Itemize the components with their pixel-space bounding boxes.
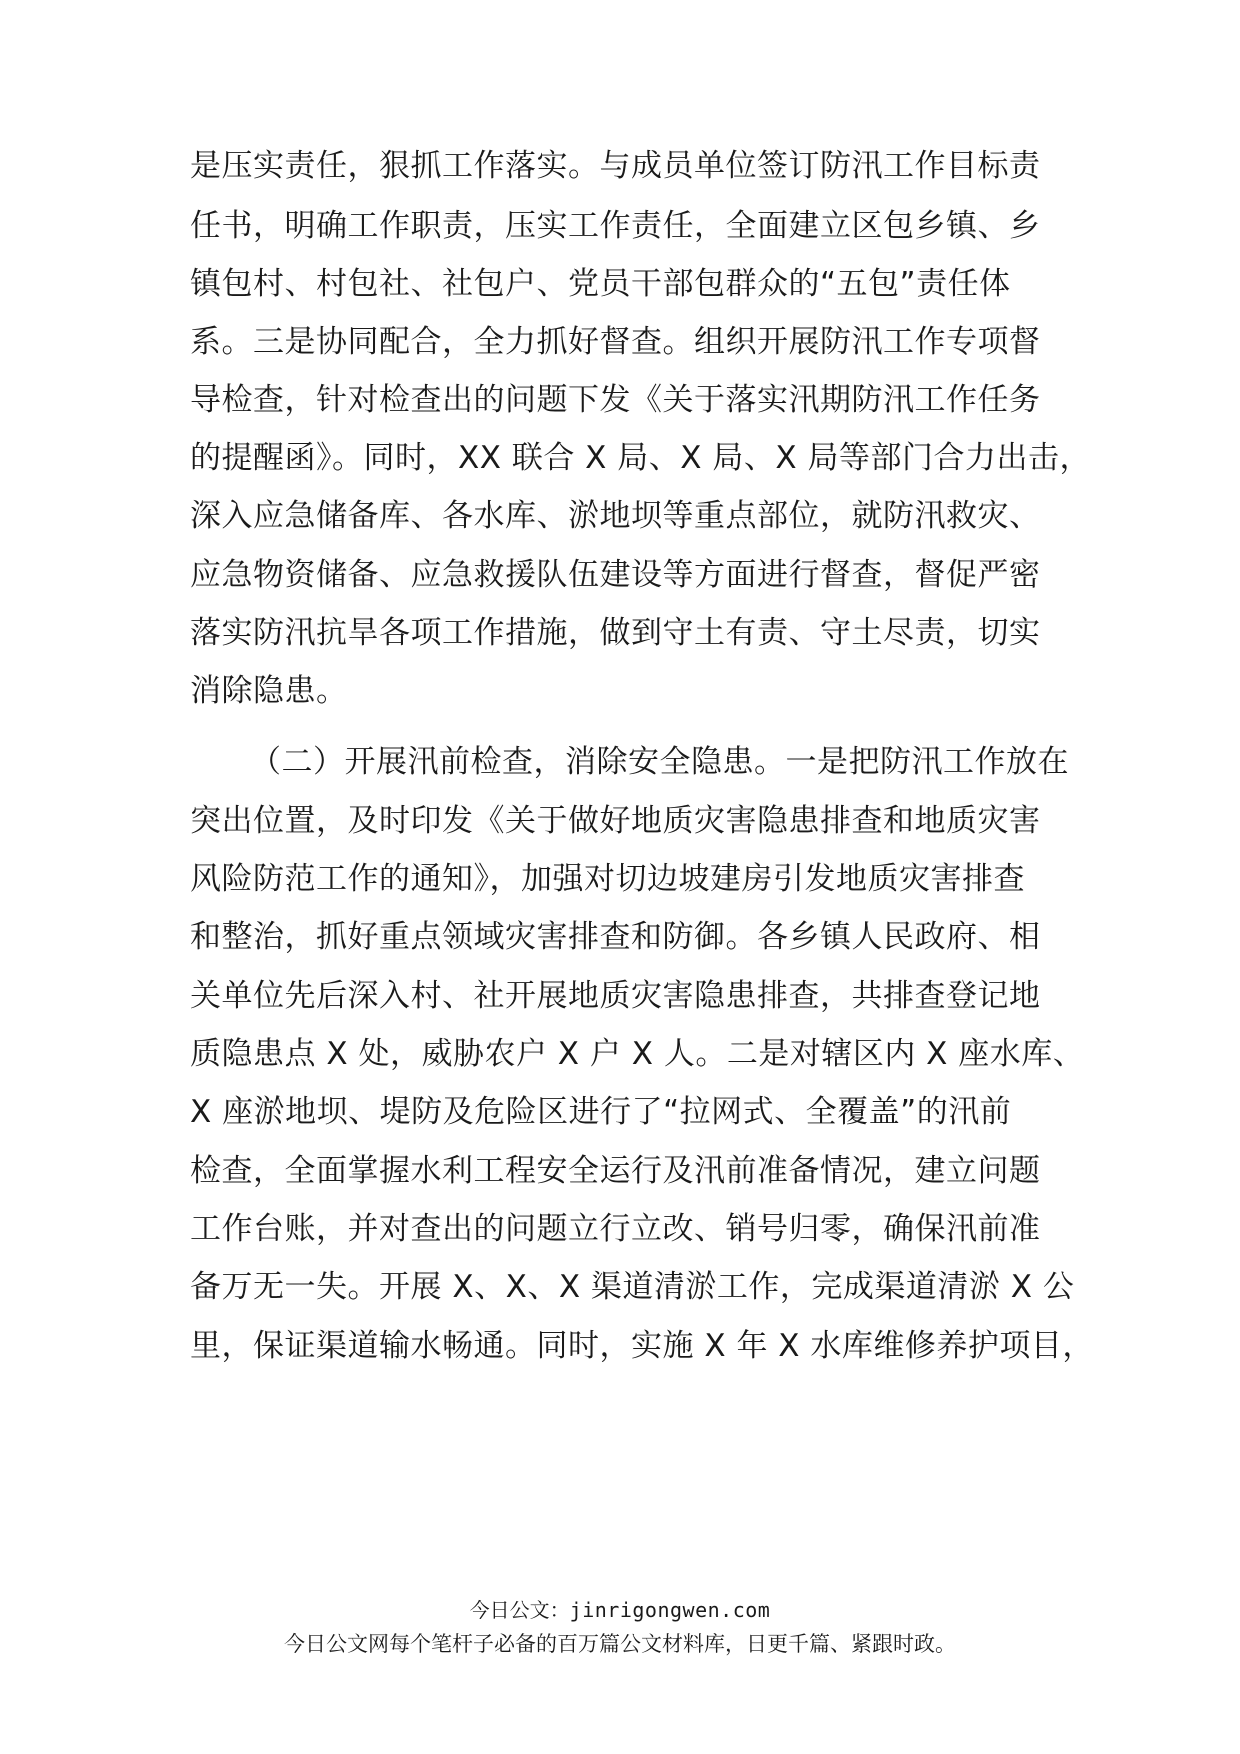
body-text-line: 深入应急储备库、各水库、淤地坝等重点部位，就防汛救灾、 — [190, 498, 1041, 534]
body-text-line: 系。三是协同配合，全力抓好督查。组织开展防汛工作专项督 — [190, 324, 1041, 360]
body-text-line: 镇包村、村包社、社包户、党员干部包群众的“五包”责任体 — [190, 266, 1011, 302]
body-text-line: X 座淤地坝、堤防及危险区进行了“拉网式、全覆盖”的汛前 — [190, 1094, 1012, 1130]
body-text-line: 任书，明确工作职责，压实工作责任，全面建立区包乡镇、乡 — [190, 208, 1041, 244]
body-text-line: 的提醒函》。同时，XX 联合 X 局、X 局、X 局等部门合力出击， — [190, 440, 1091, 476]
body-text-line: 备万无一失。开展 X、X、X 渠道清淤工作，完成渠道清淤 X 公 — [190, 1269, 1075, 1305]
body-text-line: 关单位先后深入村、社开展地质灾害隐患排查，共排查登记地 — [190, 978, 1041, 1014]
body-text-line: 工作台账，并对查出的问题立行立改、销号归零，确保汛前准 — [190, 1211, 1041, 1247]
footer-tagline: 今日公文网每个笔杆子必备的百万篇公文材料库，日更千篇、紧跟时政。 — [284, 1632, 956, 1656]
footer-site-url[interactable]: jinrigongwen.com — [569, 1598, 771, 1622]
body-text-line: 导检查，针对检查出的问题下发《关于落实汛期防汛工作任务 — [190, 382, 1041, 418]
body-text-line: 突出位置，及时印发《关于做好地质灾害隐患排查和地质灾害 — [190, 803, 1041, 839]
body-text-line: 风险防范工作的通知》，加强对切边坡建房引发地质灾害排查 — [190, 861, 1025, 897]
body-text-line: 是压实责任，狠抓工作落实。与成员单位签订防汛工作目标责 — [190, 148, 1041, 184]
body-text-line: 消除隐患。 — [190, 673, 348, 709]
body-text-line: 检查，全面掌握水利工程安全运行及汛前准备情况，建立问题 — [190, 1153, 1041, 1189]
body-text-line: 落实防汛抗旱各项工作措施，做到守土有责、守土尽责，切实 — [190, 615, 1041, 651]
footer-site-label: 今日公文： — [469, 1598, 570, 1622]
body-text-line: 和整治，抓好重点领域灾害排查和防御。各乡镇人民政府、相 — [190, 919, 1041, 955]
body-text-line: 应急物资储备、应急救援队伍建设等方面进行督查，督促严密 — [190, 557, 1041, 593]
section-heading-line: （二）开展汛前检查，消除安全隐患。一是把防汛工作放在 — [250, 744, 1069, 780]
footer-site-line — [0, 1596, 1240, 1624]
body-text-line: 质隐患点 X 处，威胁农户 X 户 X 人。二是对辖区内 X 座水库、 — [190, 1036, 1085, 1072]
body-text-line: 里，保证渠道输水畅通。同时，实施 X 年 X 水库维修养护项目， — [190, 1328, 1094, 1364]
